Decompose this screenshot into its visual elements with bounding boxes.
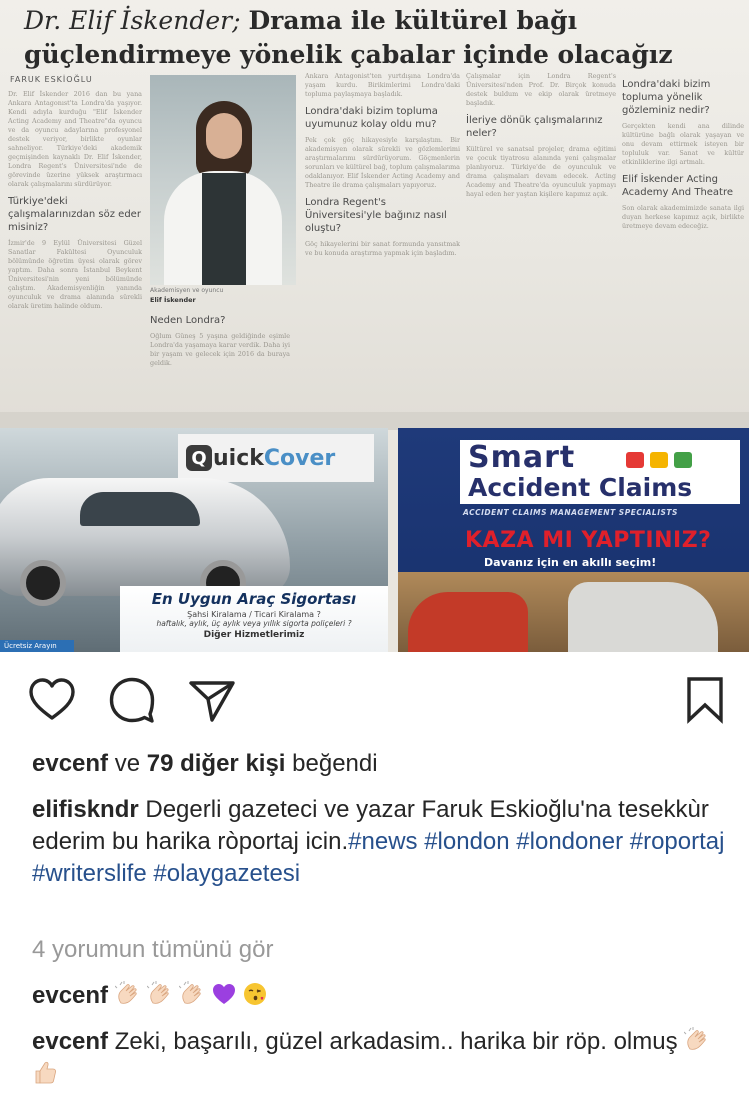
liker-username[interactable]: evcenf xyxy=(32,750,109,777)
quickcover-title: En Uygun Araç Sigortası xyxy=(151,590,357,608)
subhead-q1: Türkiye'deki çalışmalarınızdan söz eder misiniz? xyxy=(8,196,141,233)
article-column-3: Ankara Antagonist'ten yurtdışına Londra'da yaşam kurdu. Birikimlerimi Londra'daki topluma paylaşmaya başladık. Londra'daki bizim topluma uyumunuz kolay oldu mu? Pek çok göç hikayesiyle karşılaştım. Bir akademisyen olarak sürekli ve gözlemlerimi araştırmalarımı sürdürüyorum. Göçmenlerin sorunları ve kültürel bağ, toplum çalışmalarıma odaklanıyor. Elif İskender Acting Academy and Theatre ile drama çalışmaları yapıyoruz. Londra Regent's Üniversitesi'yle bağınız nasıl oluştu? Göç hikayelerini bir sanat formunda yansıtmak ve bu konuda araştırma yapmak için başladım. xyxy=(305,72,460,257)
kiss-emoji xyxy=(243,981,269,1007)
likes-count[interactable]: 79 diğer kişi xyxy=(146,750,286,777)
view-all-comments-link[interactable]: 4 yorumun tümünü gör xyxy=(32,936,274,963)
clapping-hands-emoji xyxy=(115,981,141,1007)
comment-icon xyxy=(107,675,157,725)
comment-username[interactable]: evcenf xyxy=(32,1028,109,1055)
purple-heart-emoji xyxy=(211,981,237,1007)
photo-caption-role: Akademisyen ve oyuncu xyxy=(150,287,224,294)
share-button[interactable] xyxy=(187,675,237,725)
hashtag-news[interactable]: #news xyxy=(348,828,418,855)
article-column-2: Neden Londra? Oğlum Güneş 5 yaşına geldiğinde eşimle Londra'da yaşamaya karar verdik. Daha iyi bir yaşam ve gelecek için 2016 da buraya geldik. xyxy=(150,315,290,367)
quickcover-banner xyxy=(120,586,388,652)
smart-claims-tagline: ACCIDENT CLAIMS MANAGEMENT SPECIALISTS xyxy=(463,508,678,517)
subhead-q4: Londra Regent's Üniversitesi'yle bağınız nasıl oluştu? xyxy=(305,197,447,234)
hashtag-londoner[interactable]: #londoner xyxy=(516,828,624,855)
hashtag-olaygazetesi[interactable]: #olaygazetesi xyxy=(153,860,301,887)
subhead-q5: İleriye dönük çalışmalarınız neler? xyxy=(466,115,603,139)
hashtag-london[interactable]: #london xyxy=(424,828,510,855)
accident-image xyxy=(398,572,749,652)
quickcover-q-icon: Q xyxy=(186,445,212,471)
newspaper-page xyxy=(0,0,749,418)
bookmark-icon xyxy=(680,675,730,725)
subhead-q6: Londra'daki bizim topluma yönelik gözleminiz nedir? xyxy=(622,79,711,116)
interviewee-photo xyxy=(150,75,296,285)
quickcover-logo: Q uick Cover xyxy=(178,434,374,482)
clapping-hands-emoji xyxy=(179,981,205,1007)
newspaper-byline: FARUK ESKİOĞLU xyxy=(10,75,93,84)
red-square-icon xyxy=(626,452,644,468)
share-icon xyxy=(187,675,237,725)
clapping-hands-emoji xyxy=(684,1027,710,1053)
article-column-1: Dr. Elif İskender 2016 dan bu yana Ankara Antagonıst'ta Londra'da yaşıyor. Kendi adıyla kurduğu "Elif İskender Acting Academy and Theatre"da oyuncu ve da oyuncu adaylarına profesyonel destek veriyor, birlikte oyunlar sahneliyor. Türkiye'deki akademik geçmişinden kaynaklı Dr. Elif İskender, Londra Regent's Üniversitesi'nde de görevinde üzerine yüksek araştırmacı olarak çalışmalarını sürdürüyor. Türkiye'deki çalışmalarınızdan söz eder misiniz? İzmir'de 9 Eylül Üniversitesi Güzel Sanatlar Fakültesi Oyunculuk bölümünde öğretim üyesi olarak görev yaptım. Daha sonra İstanbul Beykent Üniversitesi'nin yeni bölümünde çalıştım. Akademisyenliğin yanında oyunculuk ve drama alanında sürekli olarak üretim halinde oldum. xyxy=(8,90,142,310)
subhead-q2: Londra'daki bizim topluma uyumunuz kolay oldu mu? xyxy=(305,106,438,130)
post-caption xyxy=(32,794,732,890)
comment-text: Zeki, başarılı, güzel arkadasim.. harika bir röp. olmuş xyxy=(108,1028,678,1055)
subhead-q7: Elif İskender Acting Academy And Theatre xyxy=(622,174,734,198)
comment-button[interactable] xyxy=(107,675,157,725)
yellow-square-icon xyxy=(650,452,668,468)
quickcover-tag: Ücretsiz Arayın xyxy=(0,640,74,652)
heart-icon xyxy=(27,675,77,725)
green-square-icon xyxy=(674,452,692,468)
smart-claims-question: KAZA MI YAPTINIZ? xyxy=(465,528,712,553)
hashtag-writerslife[interactable]: #writerslife xyxy=(32,860,147,887)
smart-claims-logo: Smart Accident Claims xyxy=(460,440,740,504)
photo-caption-name: Elif İskender xyxy=(150,296,196,304)
thumbs-up-emoji xyxy=(32,1059,58,1085)
car-image xyxy=(0,478,290,596)
smart-claims-subtitle: Davanız için en akıllı seçim! xyxy=(484,556,657,569)
comment-username[interactable]: evcenf xyxy=(32,982,109,1009)
newspaper-headline: Dr. Elif İskender; Drama ile kültürel bağı güçlendirmeye yönelik çabalar içinde olacağız xyxy=(24,6,673,69)
caption-text: Degerli gazeteci ve yazar Faruk Eskioğlu'na tesekkùr ederim bu harika ròportaj icin. xyxy=(32,796,709,855)
article-column-5: Londra'daki bizim topluma yönelik gözleminiz nedir? Gerçekten kendi ana dilinde kültürüne bağlı olarak yaşayan ve onu devam ettirmek isteyen bir topluluk var. Sanat ve kültür etkinliklerine ilgi artmalı. Elif İskender Acting Academy And Theatre Son olarak akademimizde sanata ilgi duyan herkese kapımız açık, birlikte üretmeye devam edeceğiz. xyxy=(622,79,744,230)
subhead-q3: Neden Londra? xyxy=(150,315,226,326)
comment-item xyxy=(32,1026,732,1090)
save-button[interactable] xyxy=(680,675,730,725)
caption-username[interactable]: elifiskndr xyxy=(32,796,139,823)
quickcover-more: Diğer Hizmetlerimiz xyxy=(203,630,305,640)
comment-item xyxy=(32,980,275,1012)
like-button[interactable] xyxy=(27,675,77,725)
article-column-4: Çalışmalar için Londra Regent's Üniversitesi'nden Prof. Dr. Birçok konuda destek buldum ve ekip olarak üretmeye başladık. İleriye dönük çalışmalarınız neler? Kültürel ve sanatsal projeler, drama eğitimi ve çocuk tiyatrosu alanında yeni çalışmalar planlıyoruz. Türkiye'de de oyunculuk ve drama çalışmaları devam edecek. Acting Academy and Theatre'da oyunculuk yapmayı hayal eden her yaştan kişilere kapımız açık. xyxy=(466,72,616,198)
clapping-hands-emoji xyxy=(147,981,173,1007)
likes-summary: evcenf ve 79 diğer kişi beğendi xyxy=(32,750,378,777)
hashtag-roportaj[interactable]: #roportaj xyxy=(629,828,725,855)
quickcover-subtitle-2: haftalık, aylık, üç aylık veya yıllık sigorta poliçeleri ? xyxy=(156,619,352,628)
quickcover-subtitle: Şahsi Kiralama / Ticari Kiralama ? xyxy=(187,610,321,619)
